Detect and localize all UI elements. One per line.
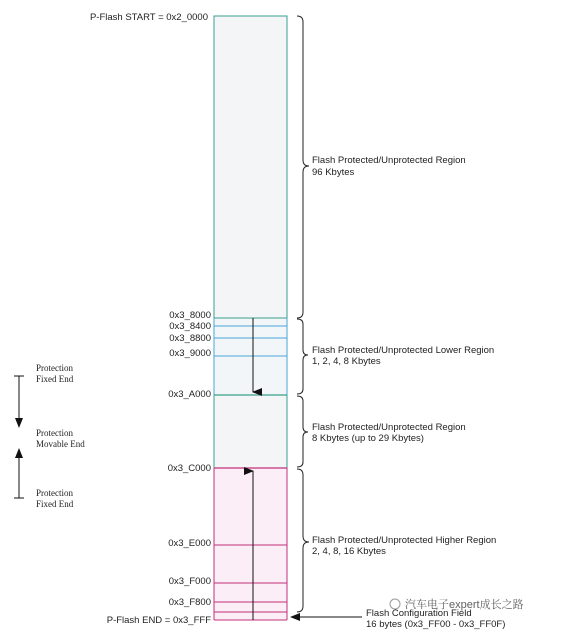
address-3-c000: 0x3_C000: [167, 463, 211, 474]
config-field-title: Flash Configuration Field: [366, 608, 472, 619]
address-end: P-Flash END = 0x3_FFF: [106, 615, 211, 626]
main-region-title: Flash Protected/Unprotected Region: [312, 155, 466, 166]
address-3-8000: 0x3_8000: [169, 310, 211, 321]
address-3-e000: 0x3_E000: [168, 538, 211, 549]
address-3-9000: 0x3_9000: [169, 348, 211, 359]
protection-movable-line1: Protection: [36, 428, 73, 438]
protection-movable-line2: Movable End: [36, 439, 85, 449]
higher-region-block: [214, 468, 287, 620]
address-3-8400: 0x3_8400: [169, 321, 211, 332]
lower-region-title: Flash Protected/Unprotected Lower Region: [312, 345, 495, 356]
middle-region-title: Flash Protected/Unprotected Region: [312, 422, 466, 433]
address-3-8800: 0x3_8800: [169, 333, 211, 344]
watermark: [390, 597, 524, 611]
protection-up-arrowhead: [15, 448, 23, 458]
protection-fixed-bottom-line2: Fixed End: [36, 499, 74, 509]
address-3-a000: 0x3_A000: [168, 389, 211, 400]
main-region-brace: [297, 16, 309, 318]
config-field-size: 16 bytes (0x3_FF00 - 0x3_FF0F): [366, 619, 506, 630]
protection-fixed-top-line1: Protection: [36, 363, 73, 373]
middle-region-brace: [297, 396, 308, 467]
protection-fixed-top-line2: Fixed End: [36, 374, 74, 384]
lower-region-brace: [297, 319, 308, 394]
protection-down-arrowhead: [15, 418, 23, 428]
address-3-f800: 0x3_F800: [168, 597, 211, 608]
config-field-arrowhead: [290, 613, 300, 621]
watermark-text: 汽车电子expert成长之路: [405, 599, 524, 611]
address-start: P-Flash START = 0x2_0000: [89, 12, 208, 23]
higher-region-brace: [297, 469, 309, 612]
lower-region-size: 1, 2, 4, 8 Kbytes: [312, 356, 381, 367]
middle-region-block: [214, 395, 287, 468]
main-region-size: 96 Kbytes: [312, 167, 355, 178]
address-3-f000: 0x3_F000: [168, 576, 211, 587]
higher-region-size: 2, 4, 8, 16 Kbytes: [312, 546, 386, 557]
higher-region-title: Flash Protected/Unprotected Higher Region: [312, 535, 497, 546]
protection-fixed-bottom-line1: Protection: [36, 488, 73, 498]
middle-region-size: 8 Kbytes (up to 29 Kbytes): [312, 433, 424, 444]
main-region-block: [214, 16, 287, 318]
